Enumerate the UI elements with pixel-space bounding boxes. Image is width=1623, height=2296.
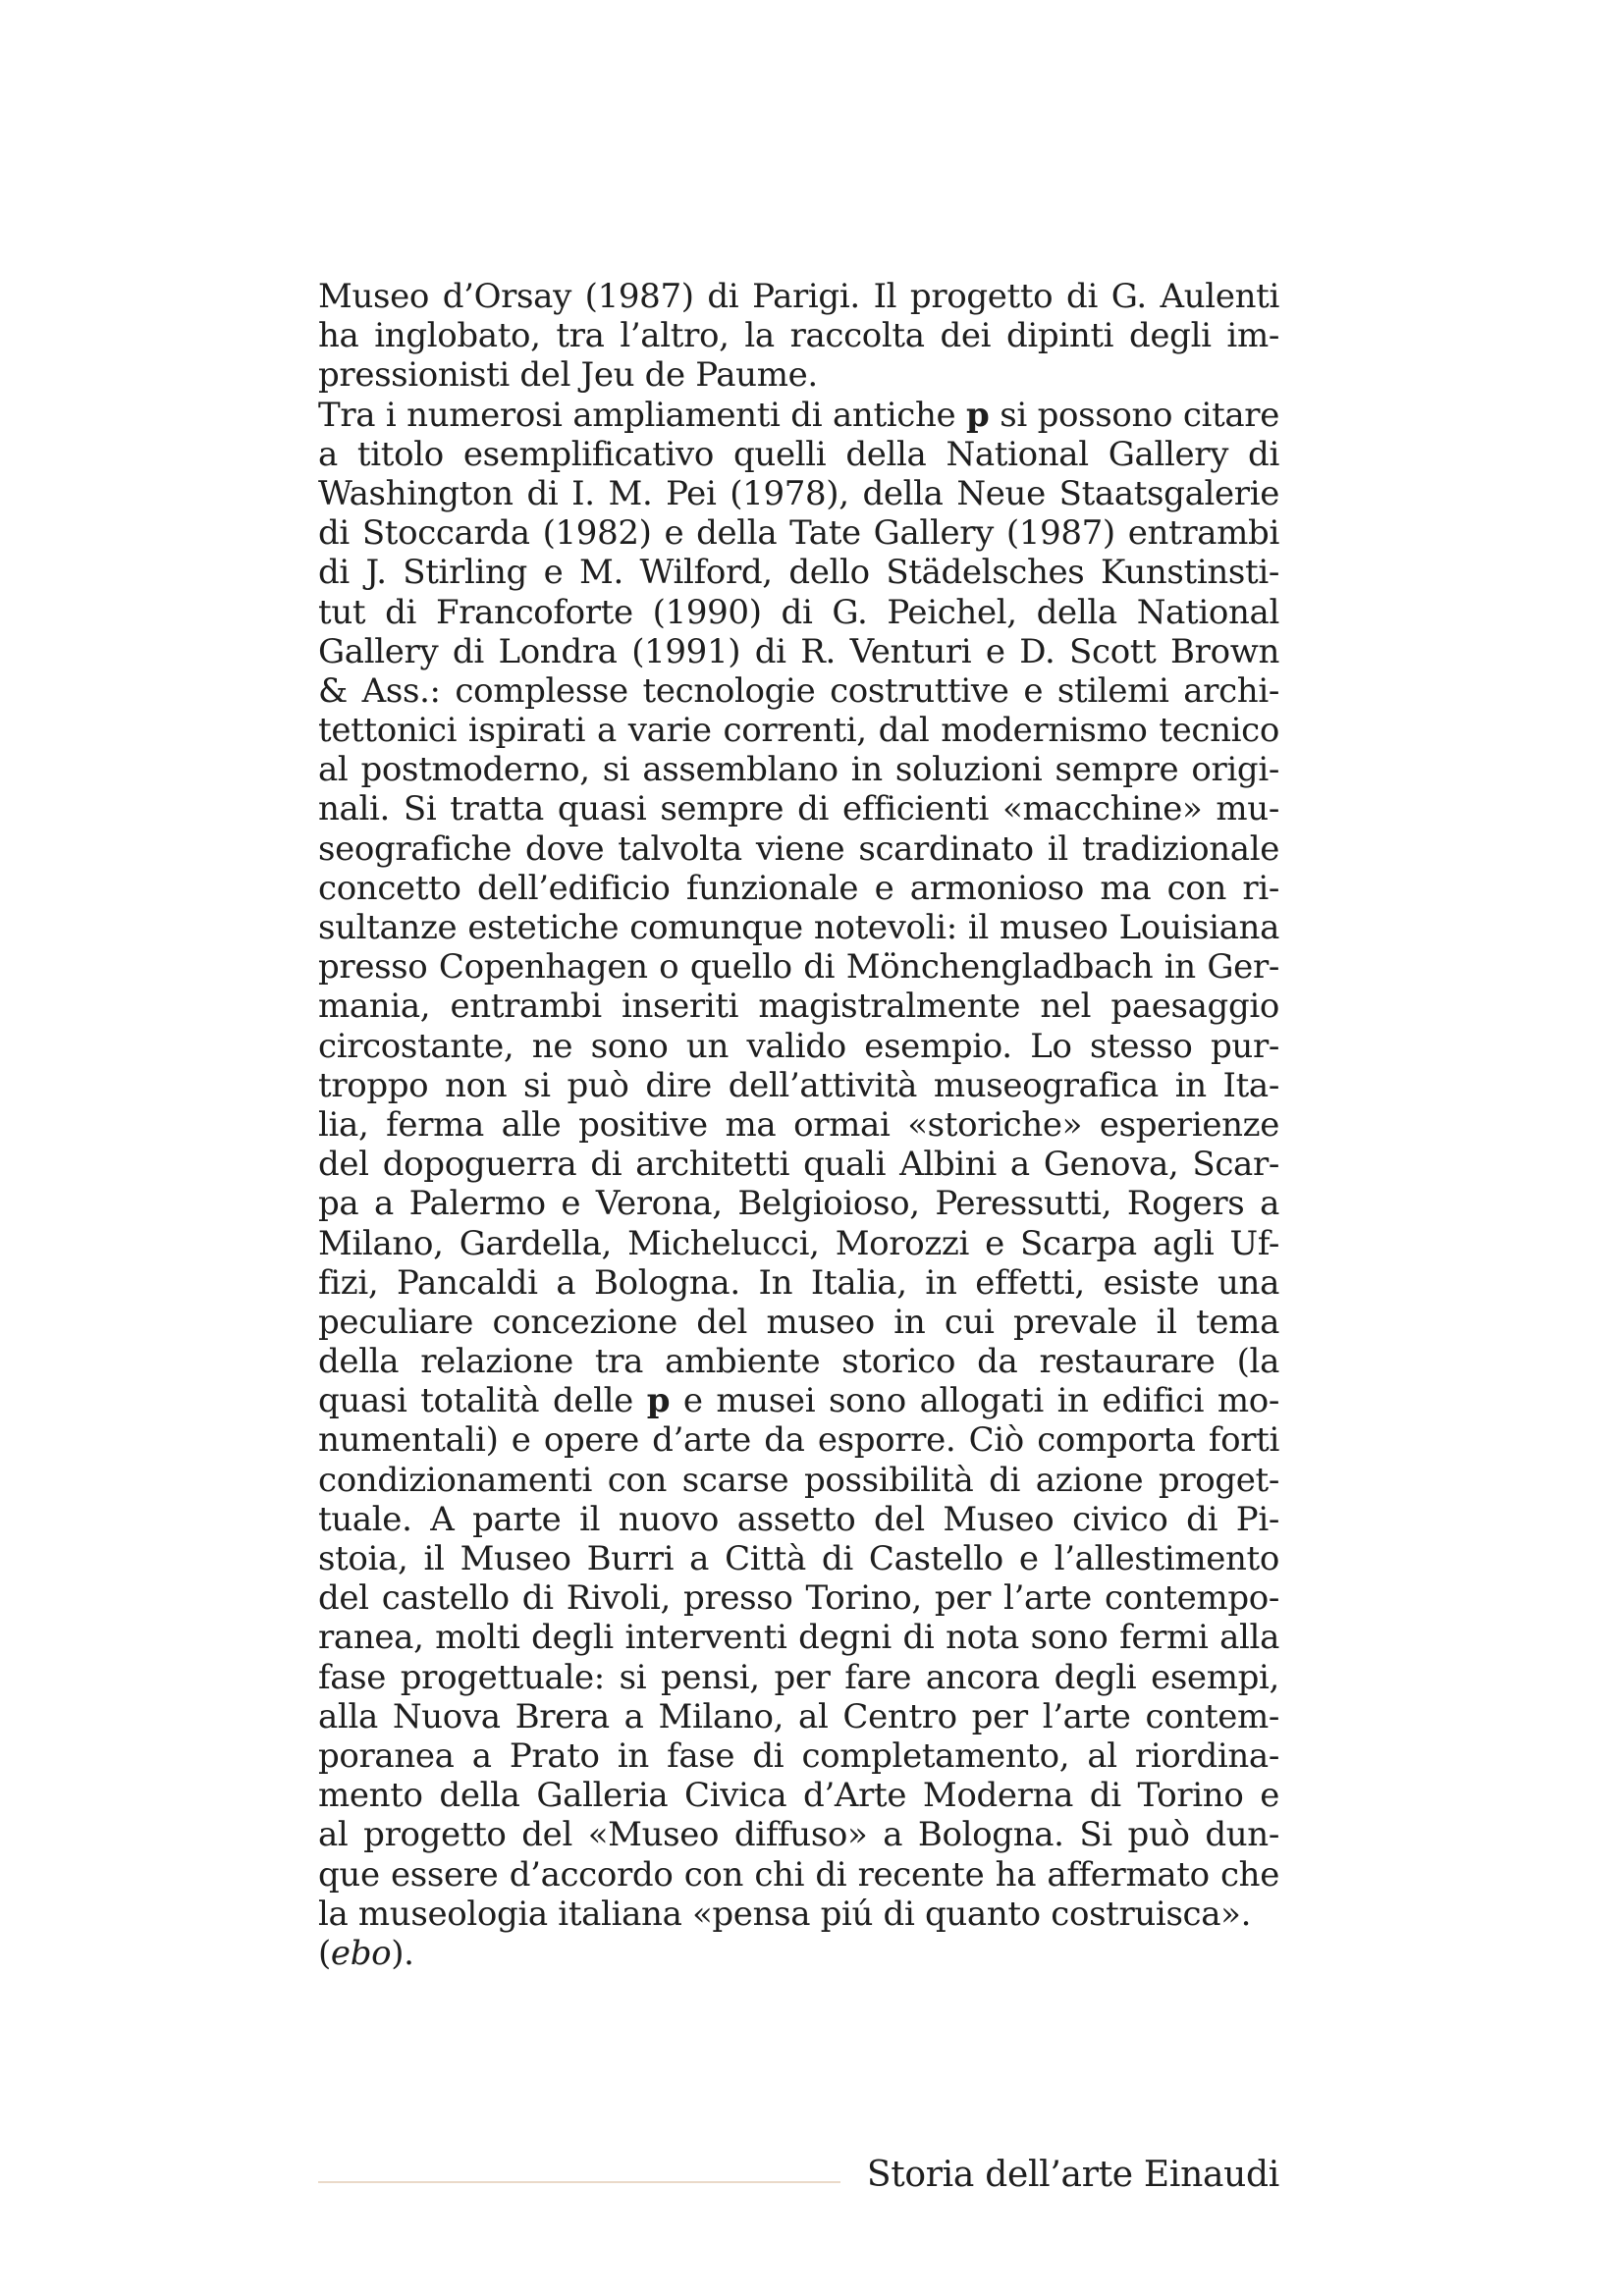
- text-segment: (: [318, 1933, 331, 1973]
- text-line: [318, 396, 1279, 435]
- text-line: sultanze estetiche comunque notevoli: il museo Louisiana: [318, 908, 1279, 947]
- text-line: nali. Si tratta quasi sempre di efficienti «macchine» mu-: [318, 789, 1279, 829]
- text-line: del dopoguerra di architetti quali Albini a Genova, Scar-: [318, 1145, 1279, 1185]
- text-line: di Stoccarda (1982) e della Tate Gallery (1987) entrambi: [318, 513, 1279, 554]
- text-line: a titolo esemplificativo quelli della National Gallery di: [318, 434, 1279, 474]
- text-line: pressionisti del Jeu de Paume.: [318, 355, 818, 396]
- footer-publisher-label: Storia dell’arte Einaudi: [866, 2155, 1279, 2195]
- text-line: tuale. A parte il nuovo assetto del Museo civico di Pi-: [318, 1499, 1279, 1539]
- text-line: del castello di Rivoli, presso Torino, per l’arte contempo-: [318, 1578, 1279, 1619]
- text-line: tettonici ispirati a varie correnti, dal modernismo tecnico: [318, 711, 1279, 751]
- text-line: presso Copenhagen o quello di Mönchengladbach in Ger-: [318, 947, 1279, 988]
- text-segment: e musei sono allogati in edifici mo-: [670, 1381, 1279, 1421]
- text-line: mania, entrambi inseriti magistralmente nel paesaggio: [318, 987, 1279, 1027]
- text-line: al postmoderno, si assemblano in soluzioni sempre origi-: [318, 750, 1279, 790]
- text-line: di J. Stirling e M. Wilford, dello Städelsches Kunstinsti-: [318, 553, 1279, 593]
- text-line: troppo non si può dire dell’attività museografica in Ita-: [318, 1065, 1279, 1105]
- text-line: stoia, il Museo Burri a Città di Castello e l’allestimento: [318, 1539, 1279, 1578]
- author-initials: ebo: [330, 1933, 392, 1973]
- text-line: circostante, ne sono un valido esempio. Lo stesso pur-: [318, 1026, 1279, 1066]
- text-line: concetto dell’edificio funzionale e armonioso ma con ri-: [318, 868, 1279, 908]
- text-line: poranea a Prato in fase di completamento, al riordina-: [318, 1735, 1279, 1776]
- text-segment: si possono citare: [989, 395, 1279, 435]
- text-line: Museo d’Orsay (1987) di Parigi. Il progetto di G. Aulenti: [318, 277, 1279, 316]
- text-segment: Tra i numerosi ampliamenti di antiche: [318, 395, 967, 435]
- text-line: Milano, Gardella, Michelucci, Morozzi e Scarpa agli Uf-: [318, 1223, 1279, 1263]
- text-line: mento della Galleria Civica d’Arte Moderna di Torino e: [318, 1776, 1279, 1816]
- text-line: Gallery di Londra (1991) di R. Venturi e D. Scott Brown: [318, 631, 1279, 671]
- text-line: condizionamenti con scarse possibilità di azione proget-: [318, 1460, 1279, 1500]
- text-segment: ).: [391, 1933, 414, 1973]
- text-line: & Ass.: complesse tecnologie costruttive e stilemi archi-: [318, 670, 1279, 711]
- text-line: al progetto del «Museo diffuso» a Bologna. Si può dun-: [318, 1815, 1279, 1855]
- text-line: della relazione tra ambiente storico da restaurare (la: [318, 1342, 1279, 1382]
- text-line: seografiche dove talvolta viene scardinato il tradizionale: [318, 828, 1279, 869]
- bold-abbreviation: p: [646, 1381, 671, 1421]
- text-line: lia, ferma alle positive ma ormai «storiche» esperienze: [318, 1104, 1279, 1145]
- bold-abbreviation: p: [966, 395, 990, 435]
- text-line: ranea, molti degli interventi degni di nota sono fermi alla: [318, 1618, 1279, 1658]
- footer-rule: [318, 2181, 840, 2183]
- text-line: que essere d’accordo con chi di recente ha affermato che: [318, 1854, 1279, 1895]
- text-line: [318, 1381, 1279, 1420]
- text-line: fizi, Pancaldi a Bologna. In Italia, in effetti, esiste una: [318, 1262, 1279, 1303]
- body-text: [318, 277, 1279, 1973]
- text-line: pa a Palermo e Verona, Belgioioso, Peressutti, Rogers a: [318, 1184, 1279, 1224]
- text-line: ha inglobato, tra l’altro, la raccolta dei dipinti degli im-: [318, 316, 1279, 356]
- text-line: [318, 1934, 1279, 1973]
- text-line: peculiare concezione del museo in cui prevale il tema: [318, 1302, 1279, 1342]
- text-line: alla Nuova Brera a Milano, al Centro per l’arte contem-: [318, 1696, 1279, 1736]
- text-line: numentali) e opere d’arte da esporre. Ciò comporta forti: [318, 1420, 1279, 1461]
- text-line: tut di Francoforte (1990) di G. Peichel, della National: [318, 592, 1279, 632]
- text-line: la museologia italiana «pensa piú di quanto costruisca».: [318, 1894, 1252, 1934]
- text-line: fase progettuale: si pensi, per fare ancora degli esempi,: [318, 1657, 1279, 1697]
- text-line: Washington di I. M. Pei (1978), della Neue Staatsgalerie: [318, 473, 1279, 513]
- text-segment: quasi totalità delle: [318, 1381, 647, 1421]
